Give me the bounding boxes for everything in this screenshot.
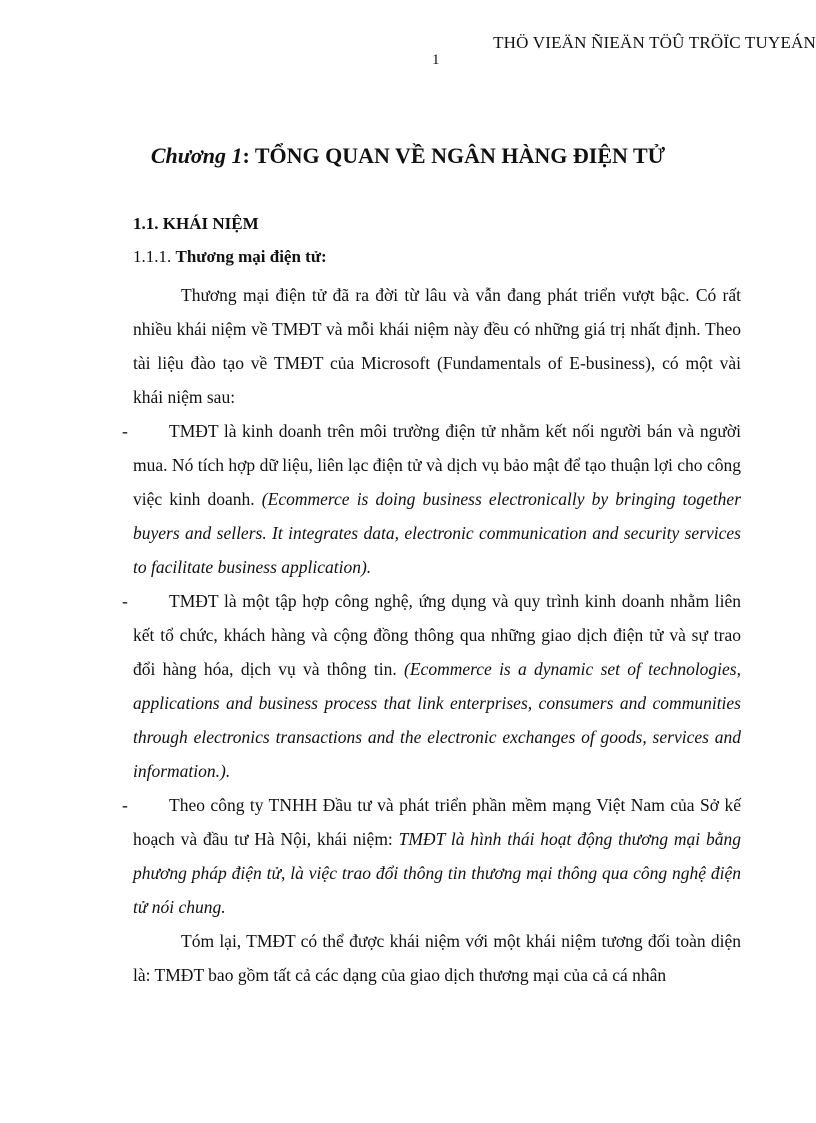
chapter-label: Chương 1	[150, 143, 243, 168]
chapter-title	[0, 143, 816, 169]
chapter-heading: : TỔNG QUAN VỀ NGÂN HÀNG ĐIỆN TỬ	[242, 143, 666, 168]
subsection-heading	[133, 247, 327, 267]
bullet-text: Theo công ty TNHH Đầu tư và phát triển phần mềm mạng Việt Nam của Sở kế hoạch và đầu tư Hà Nội, khái niệm:	[133, 795, 741, 849]
body-text	[122, 278, 742, 992]
bullet-dash: -	[122, 591, 128, 611]
library-watermark-header: THÖ VIEÄN ÑIEÄN TÖÛ TRÖÏC TUYEÁN	[493, 33, 816, 52]
page-number: 1	[432, 52, 440, 68]
bullet-item	[122, 788, 741, 924]
bullet-italic-text: (Ecommerce is a dynamic set of technologies, applications and business process that link enterprises, consumers and communities through electronics transactions and the electronic exchanges of goods, services and information.).	[133, 659, 741, 781]
subsection-title: Thương mại điện tử:	[175, 247, 327, 266]
bullet-dash: -	[122, 421, 128, 441]
bullet-italic-text: TMĐT là hình thái hoạt động thương mại bằng phương pháp điện tử, là việc trao đổi thông tin thương mại thông qua công nghệ điện tử nói chung.	[133, 829, 741, 917]
conclusion-paragraph: Tóm lại, TMĐT có thể được khái niệm với một khái niệm tương đối toàn diện là: TMĐT bao gồm tất cả các dạng của giao dịch thương mại của cả cá nhân	[133, 931, 741, 985]
bullet-italic-text: (Ecommerce is doing business electronically by bringing together buyers and sellers. It integrates data, electronic communication and security services to facilitate business application).	[133, 489, 742, 577]
bullet-item	[122, 584, 741, 788]
bullet-dash: -	[122, 795, 128, 815]
bullet-text: TMĐT là kinh doanh trên môi trường điện tử nhằm kết nối người bán và người mua. Nó tích hợp dữ liệu, liên lạc điện tử và dịch vụ bảo mật để tạo thuận lợi cho công việc kinh doanh.	[133, 421, 741, 509]
bullet-text: TMĐT là một tập hợp công nghệ, ứng dụng và quy trình kinh doanh nhằm liên kết tổ chức, khách hàng và cộng đồng thông qua những giao dịch điện tử và sự trao đổi hàng hóa, dịch vụ và thông tin.	[133, 591, 741, 679]
section-heading: 1.1. KHÁI NIỆM	[133, 214, 259, 233]
intro-paragraph: Thương mại điện tử đã ra đời từ lâu và vẫn đang phát triển vượt bậc. Có rất nhiều khái niệm về TMĐT và mỗi khái niệm này đều có những giá trị nhất định. Theo tài liệu đào tạo về TMĐT của Microsoft (Fundamentals of E-business), có một vài khái niệm sau:	[133, 285, 741, 407]
bullet-item	[122, 414, 742, 584]
subsection-number: 1.1.1.	[133, 247, 176, 266]
